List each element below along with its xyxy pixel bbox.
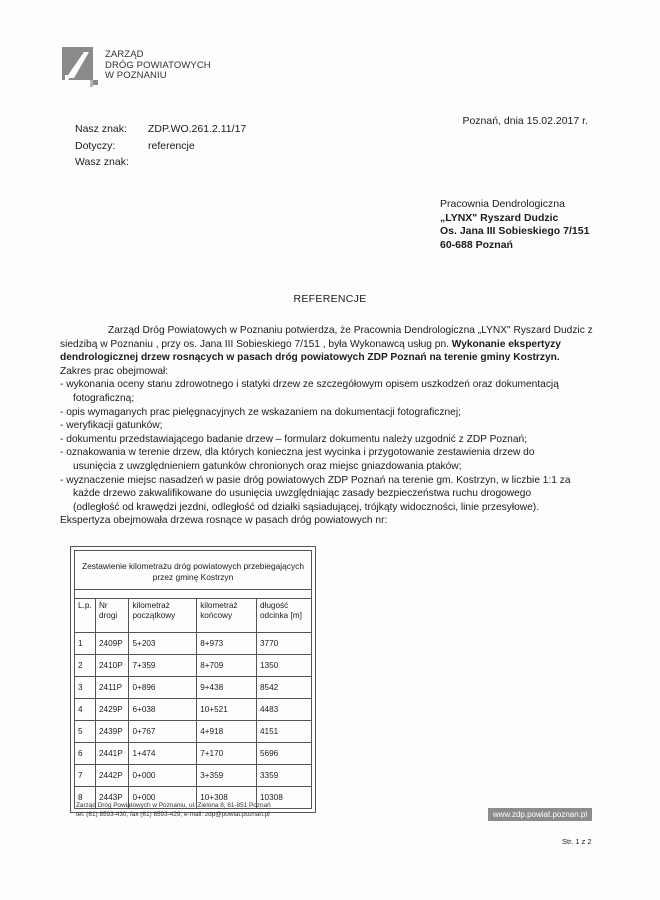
table-cell: 2441P (96, 743, 129, 765)
logo-line-2: DRÓG POWIATOWYCH (105, 59, 211, 71)
scope-item-3 (60, 419, 600, 433)
table-cell: 2439P (96, 721, 129, 743)
table-cell: 0+000 (129, 787, 197, 809)
dotyczy-label: Dotyczy: (75, 140, 116, 152)
table-header-cell: L.p. (75, 599, 96, 633)
kilometrage-table (74, 550, 312, 809)
nasz-znak-value: ZDP.WO.261.2.11/17 (148, 123, 247, 135)
table-cell: 2411P (96, 677, 129, 699)
table-cell: 3770 (257, 633, 312, 655)
table-cell: 0+000 (129, 765, 197, 787)
footer-url-link[interactable]: www.zdp.powiat.poznan.pl (488, 808, 592, 821)
table-cell: 1 (75, 633, 96, 655)
table-cell: 2 (75, 655, 96, 677)
scope-item-2-line-1: - opis wymaganych prac pielęgnacyjnych ze wskazaniem na dokumentacji fotograficznej; (60, 406, 461, 418)
table-cell: 7+359 (129, 655, 197, 677)
scope-item-6-line-2: każde drzewo zakwalifikowane do usunięcia uwzględniając zasady bezpieczeństwa ruchu drogowego (73, 488, 532, 500)
intro-paragraph (60, 324, 600, 365)
page-number: Str. 1 z 2 (562, 837, 592, 846)
table-cell: 10308 (257, 787, 312, 809)
letter-body (60, 324, 600, 528)
table-header-cell: kilometraż końcowy (197, 599, 257, 633)
scope-item-2 (60, 406, 600, 420)
table-cell: 1350 (257, 655, 312, 677)
nasz-znak-label: Nasz znak: (75, 123, 127, 135)
footer-address-line-2: tel. (61) 8593-430, fax (61) 8593-429, e-mail: zdp@powiat.poznan.pl (76, 810, 270, 818)
table-cell: 2409P (96, 633, 129, 655)
recipient-line-4: 60-688 Poznań (440, 238, 513, 251)
table-row (75, 633, 312, 655)
table-cell: 7 (75, 765, 96, 787)
scope-item-4 (60, 433, 600, 447)
table-row (75, 677, 312, 699)
recipient-address (440, 198, 589, 252)
logo-line-1: ZARZĄD (105, 49, 144, 60)
table-cell: 10+521 (197, 699, 257, 721)
table-cell: 6 (75, 743, 96, 765)
scope-item-6-line-3: (odległość od krawędzi jezdni, odległość od działki sąsiadującej, trójkąty widoczności, linie przesyłowe). (73, 501, 540, 513)
scope-item-1 (60, 378, 600, 405)
table-row (75, 655, 312, 677)
logo-line-3: W POZNANIU (105, 70, 167, 81)
road-kilometrage-table (70, 546, 316, 813)
table-cell: 10+308 (197, 787, 257, 809)
table-cell: 3359 (257, 765, 312, 787)
place-date: Poznań, dnia 15.02.2017 r. (462, 115, 588, 127)
scope-item-3-line-1: - weryfikacji gatunków; (60, 420, 163, 432)
table-cell: 4483 (257, 699, 312, 721)
intro-text: Zarząd Dróg Powiatowych w Poznaniu potwierdza, że Pracownia Dendrologiczna „LYNX" Ryszard Dudzic z siedzibą w Poznaniu , przy os. Jana III Sobieskiego 7/151 , była Wykonawcą usług pn. (60, 325, 593, 350)
footer-address (76, 802, 271, 819)
scope-item-4-line-1: - dokumentu przedstawiającego badanie drzew – formularz dokumentu należy uzgodnić z ZDP Poznań; (60, 433, 527, 445)
scope-item-1-line-1: - wykonania oceny stanu zdrowotnego i statyki drzew ze szczegółowym opisem uszkodzeń oraz dokumentacją (60, 379, 559, 391)
zdp-logo-icon (62, 47, 98, 87)
table-cell: 3 (75, 677, 96, 699)
footer-address-line-1: Zarząd Dróg Powiatowych w Poznaniu, ul. Zielona 8, 61-851 Poznań (76, 802, 271, 809)
scope-intro: Zakres prac obejmował: (60, 365, 169, 377)
table-cell: 5 (75, 721, 96, 743)
scope-item-6-line-1: - wyznaczenie miejsc nasadzeń w pasie dróg powiatowych ZDP Poznań na terenie gm. Kostrzyn, w liczbie 1:1 za (60, 474, 571, 486)
wasz-znak-label: Wasz znak: (75, 156, 129, 168)
table-header-cell: kilometraż początkowy (129, 599, 197, 633)
recipient-line-1: Pracownia Dendrologiczna (440, 198, 565, 210)
table-cell: 5696 (257, 743, 312, 765)
table-cell: 8542 (257, 677, 312, 699)
table-row (75, 699, 312, 721)
closing-sentence: Ekspertyza obejmowała drzewa rosnące w pasach dróg powiatowych nr: (60, 515, 388, 527)
recipient-line-2: „LYNX" Ryszard Dudzic (440, 211, 559, 224)
table-cell: 2442P (96, 765, 129, 787)
table-caption: Zestawienie kilometrażu dróg powiatowych przebiegających przez gminę Kostrzyn (75, 551, 312, 590)
scope-item-5-line-2: usunięcia z uwzględnieniem gatunków chronionych oraz miejsc gniazdowania ptaków; (73, 460, 462, 472)
table-cell: 4151 (257, 721, 312, 743)
table-cell: 4 (75, 699, 96, 721)
table-row (75, 765, 312, 787)
table-header-cell: długość odcinka [m] (257, 599, 312, 633)
table-cell: 9+438 (197, 677, 257, 699)
table-header-cell: Nr drogi (96, 599, 129, 633)
scope-item-1-line-2: fotograficzną; (73, 392, 135, 404)
table-cell: 5+203 (129, 633, 197, 655)
table-cell: 8+973 (197, 633, 257, 655)
table-cell: 0+896 (129, 677, 197, 699)
table-cell: 2429P (96, 699, 129, 721)
table-cell: 7+170 (197, 743, 257, 765)
table-cell: 6+038 (129, 699, 197, 721)
table-row (75, 743, 312, 765)
table-cell: 2410P (96, 655, 129, 677)
table-cell: 1+474 (129, 743, 197, 765)
scope-item-6 (60, 474, 600, 515)
table-header-row (75, 599, 312, 633)
table-cell: 3+359 (197, 765, 257, 787)
table-cell: 4+918 (197, 721, 257, 743)
logo-wordmark (105, 50, 211, 82)
scope-item-5-line-1: - oznakowania w terenie drzew, dla których konieczna jest wycinka i przygotowanie zestawienia drzew do (60, 447, 535, 459)
table-cell: 8 (75, 787, 96, 809)
scope-item-5 (60, 446, 600, 473)
table-cell: 2443P (96, 787, 129, 809)
table-cell: 8+709 (197, 655, 257, 677)
table-row (75, 721, 312, 743)
intro-bold-text: Wykonanie ekspertyzy dendrologicznej drzew rosnących w pasach dróg powiatowych ZDP Poznań na terenie gminy Kostrzyn. (60, 338, 561, 364)
table-cell: 0+767 (129, 721, 197, 743)
document-title: REFERENCJE (293, 293, 367, 305)
recipient-line-3: Os. Jana III Sobieskiego 7/151 (440, 225, 590, 237)
dotyczy-value: referencje (148, 140, 195, 152)
